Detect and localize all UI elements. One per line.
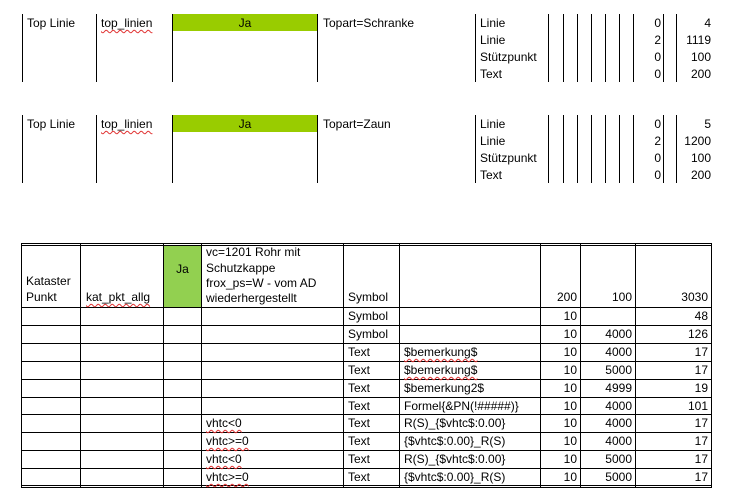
row-text: {$vhtc$:0.00}_R(S)	[404, 470, 506, 484]
col-divider	[21, 243, 22, 488]
condition-text: Topart=Zaun	[323, 117, 391, 131]
divider	[548, 14, 549, 82]
row-value-a: 2	[654, 134, 661, 148]
header-code: kat_pkt_allg	[86, 290, 151, 304]
row-value-1: 10	[563, 416, 577, 430]
block-code: top_linien	[101, 117, 153, 131]
divider	[563, 14, 564, 82]
row-type: Text	[348, 416, 371, 430]
row-value-a: 2	[654, 33, 661, 47]
header-value-2: 100	[611, 290, 632, 304]
header-name: Punkt	[26, 290, 57, 304]
row-value-a: 0	[654, 117, 661, 131]
row-type: Text	[348, 381, 371, 395]
row-value-b: 5	[704, 117, 711, 131]
row-value-1: 10	[563, 399, 577, 413]
block-code: top_linien	[101, 16, 153, 30]
row-type: Linie	[480, 16, 506, 30]
row-text: $bemerkung$	[404, 363, 478, 377]
row-value-3: 101	[687, 399, 708, 413]
row-value-3: 17	[694, 452, 708, 466]
row-value-1: 10	[563, 434, 577, 448]
row-value-3: 19	[694, 381, 708, 395]
row-value-a: 0	[654, 151, 661, 165]
header-description: vc=1201 Rohr mit	[206, 245, 301, 259]
divider	[548, 115, 549, 183]
row-type: Text	[480, 67, 503, 81]
row-text: R(S)_{$vhtc$:0.00}	[404, 416, 506, 430]
header-type: Symbol	[348, 290, 389, 304]
row-type: Linie	[480, 117, 506, 131]
col-divider	[80, 243, 81, 488]
header-description: wiederhergestellt	[206, 291, 297, 305]
divider	[605, 14, 606, 82]
divider	[22, 115, 23, 183]
row-value-2: 4000	[605, 434, 632, 448]
row-value-1: 10	[563, 470, 577, 484]
divider	[663, 14, 664, 82]
header-description: Schutzkappe	[206, 261, 276, 275]
header-description: frox_ps=W - vom AD	[206, 276, 317, 290]
row-type: Text	[348, 434, 371, 448]
row-value-b: 200	[690, 67, 711, 81]
row-type: Stützpunkt	[480, 151, 537, 165]
row-value-1: 10	[563, 452, 577, 466]
row-type: Text	[348, 470, 371, 484]
row-type: Linie	[480, 134, 506, 148]
row-value-1: 10	[563, 327, 577, 341]
row-type: Text	[348, 363, 371, 377]
row-text: {$vhtc$:0.00}_R(S)	[404, 434, 506, 448]
row-text: R(S)_{$vhtc$:0.00}	[404, 452, 506, 466]
row-value-b: 1119	[686, 33, 711, 47]
table-border	[21, 243, 712, 244]
divider	[605, 115, 606, 183]
row-type: Linie	[480, 33, 506, 47]
header-value-3: 3030	[681, 290, 708, 304]
row-value-3: 17	[694, 345, 708, 359]
divider	[619, 14, 620, 82]
divider	[591, 115, 592, 183]
row-value-2: 4000	[605, 416, 632, 430]
row-type: Stützpunkt	[480, 50, 537, 64]
row-value-3: 17	[694, 470, 708, 484]
header-name: Kataster	[26, 274, 71, 288]
row-text: $bemerkung$	[404, 345, 478, 359]
row-type: Text	[348, 399, 371, 413]
row-condition: vhtc<0	[206, 452, 242, 466]
header-flag: Ja	[176, 262, 189, 276]
row-value-a: 0	[654, 50, 661, 64]
col-divider	[343, 243, 344, 488]
row-value-b: 1200	[684, 134, 711, 148]
divider	[563, 115, 564, 183]
row-value-a: 0	[654, 16, 661, 30]
row-condition: vhtc>=0	[206, 434, 249, 448]
row-value-2: 5000	[605, 470, 632, 484]
col-divider	[399, 243, 400, 488]
row-condition: vhtc<0	[206, 416, 242, 430]
condition-text: Topart=Schranke	[323, 16, 415, 30]
row-type: Symbol	[348, 327, 389, 341]
table-border	[21, 487, 712, 488]
row-value-1: 10	[563, 363, 577, 377]
row-value-3: 17	[694, 416, 708, 430]
header-value-1: 200	[556, 290, 577, 304]
row-value-a: 0	[654, 67, 661, 81]
table-border	[21, 245, 712, 246]
row-value-3: 48	[694, 309, 708, 323]
divider	[475, 14, 476, 82]
row-type: Text	[348, 452, 371, 466]
row-value-1: 10	[563, 381, 577, 395]
row-type: Text	[480, 168, 503, 182]
row-value-b: 100	[690, 151, 711, 165]
row-value-b: 100	[690, 50, 711, 64]
divider	[619, 115, 620, 183]
divider	[663, 115, 664, 183]
flag-value: Ja	[238, 16, 252, 30]
row-value-3: 17	[694, 434, 708, 448]
row-value-2: 4000	[605, 399, 632, 413]
divider	[317, 14, 318, 82]
row-text: $bemerkung2$	[404, 381, 485, 395]
row-text: Formel{&PN(!#####)}	[404, 399, 519, 413]
divider	[577, 14, 578, 82]
divider	[22, 14, 23, 82]
row-value-2: 5000	[605, 452, 632, 466]
row-value-b: 200	[690, 168, 711, 182]
col-divider	[163, 243, 164, 488]
row-type: Symbol	[348, 309, 389, 323]
divider	[591, 14, 592, 82]
row-value-b: 4	[704, 16, 711, 30]
row-type: Text	[348, 345, 371, 359]
row-value-2: 4000	[605, 327, 632, 341]
row-value-2: 5000	[605, 363, 632, 377]
divider	[475, 115, 476, 183]
col-divider	[201, 243, 202, 488]
row-value-3: 126	[687, 327, 708, 341]
row-value-1: 10	[563, 309, 577, 323]
row-value-3: 17	[694, 363, 708, 377]
row-value-a: 0	[654, 168, 661, 182]
row-value-2: 4999	[605, 381, 632, 395]
col-divider	[711, 243, 712, 488]
divider	[577, 115, 578, 183]
flag-value: Ja	[238, 117, 252, 131]
divider	[96, 14, 97, 82]
divider	[96, 115, 97, 183]
row-value-2: 4000	[605, 345, 632, 359]
row-value-1: 10	[563, 345, 577, 359]
divider	[317, 115, 318, 183]
block-name: Top Linie	[27, 16, 76, 30]
block-name: Top Linie	[27, 117, 76, 131]
row-condition: vhtc>=0	[206, 470, 249, 484]
